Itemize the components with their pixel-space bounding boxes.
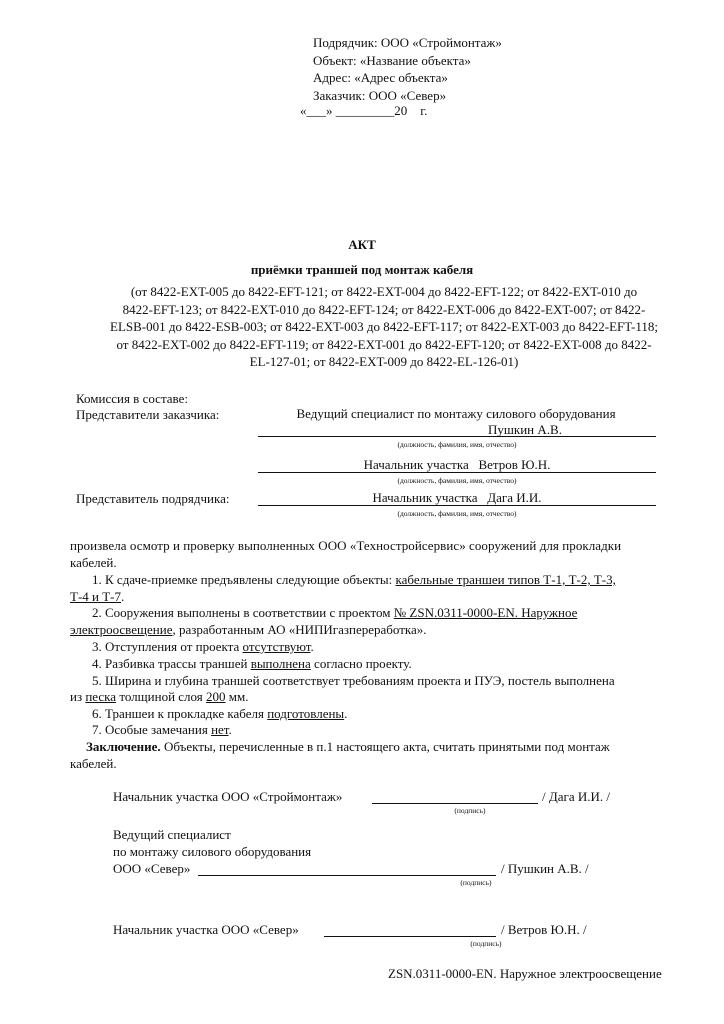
rep3-caption: (должность, фамилия, имя, отчество) (397, 509, 517, 518)
range-line: (от 8422-EXT-005 до 8422-EFT-121; от 8422-EXT-004 до 8422-EFT-122; от 8422-EXT-010 до (130, 284, 638, 299)
sig3-role: Начальник участка ООО «Север» (113, 922, 299, 937)
item-1-cont: Т-4 и Т-7. (70, 589, 125, 604)
cable-range-list (78, 283, 690, 371)
sig2-name: / Пушкин А.В. / (501, 861, 589, 876)
body-intro-cont: кабелей. (70, 555, 117, 570)
sig2-caption: (подпись) (460, 878, 492, 887)
sig2-role-2: по монтажу силового оборудования (113, 844, 312, 859)
date-line: «___» _________20 г. (300, 103, 428, 118)
rep1-underline (258, 436, 656, 437)
customer-line: Заказчик: ООО «Север» (313, 87, 447, 103)
item-6: 6. Траншеи к прокладке кабеля подготовлены. (92, 706, 348, 721)
sig2-role-3: ООО «Север» (113, 861, 191, 876)
item-7: 7. Особые замечания нет. (92, 722, 232, 737)
item-2-cont: электроосвещение, разработанным АО «НИПИгазпереработка». (70, 622, 427, 637)
item-1: 1. К сдаче-приемке предъявлены следующие объекты: кабельные траншеи типов Т-1, Т-2, Т-3, (92, 572, 616, 587)
item-2: 2. Сооружения выполнены в соответствии с проектом № ZSN.0311-0000-EN. Наружное (92, 605, 578, 620)
rep2-underline (258, 472, 656, 473)
rep3-underline (258, 505, 656, 506)
rep1-caption: (должность, фамилия, имя, отчество) (397, 440, 517, 449)
range-line: ELSB-001 до 8422-ESB-003; от 8422-EXT-003 до 8422-EFT-117; от 8422-EXT-003 до 8422-EFT-118; (110, 319, 658, 334)
contractor-line: Подрядчик: ООО «Строймонтаж» (313, 35, 502, 50)
rep2-caption: (должность, фамилия, имя, отчество) (397, 476, 517, 485)
sig1-role: Начальник участка ООО «Строймонтаж» (113, 789, 343, 804)
rep2-position: Начальник участка Ветров Ю.Н. (363, 457, 551, 472)
sig2-role-1: Ведущий специалист (113, 827, 231, 842)
item-1-objects: кабельные траншеи типов Т-1, Т-2, Т-3, (395, 572, 616, 587)
range-line: EL-127-01; от 8422-EXT-009 до 8422-EL-126-01) (249, 354, 519, 369)
contractor-rep-label: Представитель подрядчика: (76, 491, 230, 506)
customer-reps-label: Представители заказчика: (76, 407, 220, 422)
commission-intro: Комиссия в составе: (76, 391, 188, 406)
object-line: Объект: «Название объекта» (313, 52, 471, 68)
item-2-project: № ZSN.0311-0000-EN. Наружное (393, 605, 578, 620)
sig1-line (372, 803, 538, 804)
sig3-caption: (подпись) (470, 939, 502, 948)
sig3-name: / Ветров Ю.Н. / (501, 922, 587, 937)
conclusion-cont: кабелей. (70, 756, 117, 771)
footer-project: ZSN.0311-0000-EN. Наружное электроосвещение (388, 966, 662, 981)
sig1-caption: (подпись) (454, 806, 486, 815)
act-subtitle: приёмки траншей под монтаж кабеля (250, 262, 474, 277)
range-line: 8422-EFT-123; от 8422-EXT-010 до 8422-EFT-124; от 8422-EXT-006 до 8422-EXT-007; от 8422- (122, 301, 646, 317)
range-line: от 8422-EXT-002 до 8422-EFT-119; от 8422-EXT-001 до 8422-EFT-120; от 8422-EXT-008 до 8422- (116, 336, 652, 352)
sig3-line (324, 936, 496, 937)
document-header (313, 34, 502, 104)
sig2-line (198, 875, 496, 876)
rep1-position: Ведущий специалист по монтажу силового оборудования (296, 406, 616, 421)
item-5-cont: из песка толщиной слоя 200 мм. (70, 689, 249, 704)
act-title: АКТ (348, 237, 376, 252)
body-intro: произвела осмотр и проверку выполненных ООО «Техностройсервис» сооружений для прокладки (70, 538, 622, 553)
item-3: 3. Отступления от проекта отсутствуют. (92, 639, 314, 654)
rep3-position: Начальник участка Дага И.И. (372, 490, 542, 505)
sig1-name: / Дага И.И. / (542, 789, 610, 804)
address-line: Адрес: «Адрес объекта» (313, 70, 448, 85)
item-5: 5. Ширина и глубина траншей соответствует требованиям проекта и ПУЭ, постель выполнена (92, 673, 615, 688)
rep1-name: Пушкин А.В. (488, 422, 562, 437)
item-4: 4. Разбивка трассы траншей выполнена согласно проекту. (92, 656, 412, 671)
conclusion: Заключение. Объекты, перечисленные в п.1 настоящего акта, считать принятыми под монтаж (86, 739, 610, 754)
